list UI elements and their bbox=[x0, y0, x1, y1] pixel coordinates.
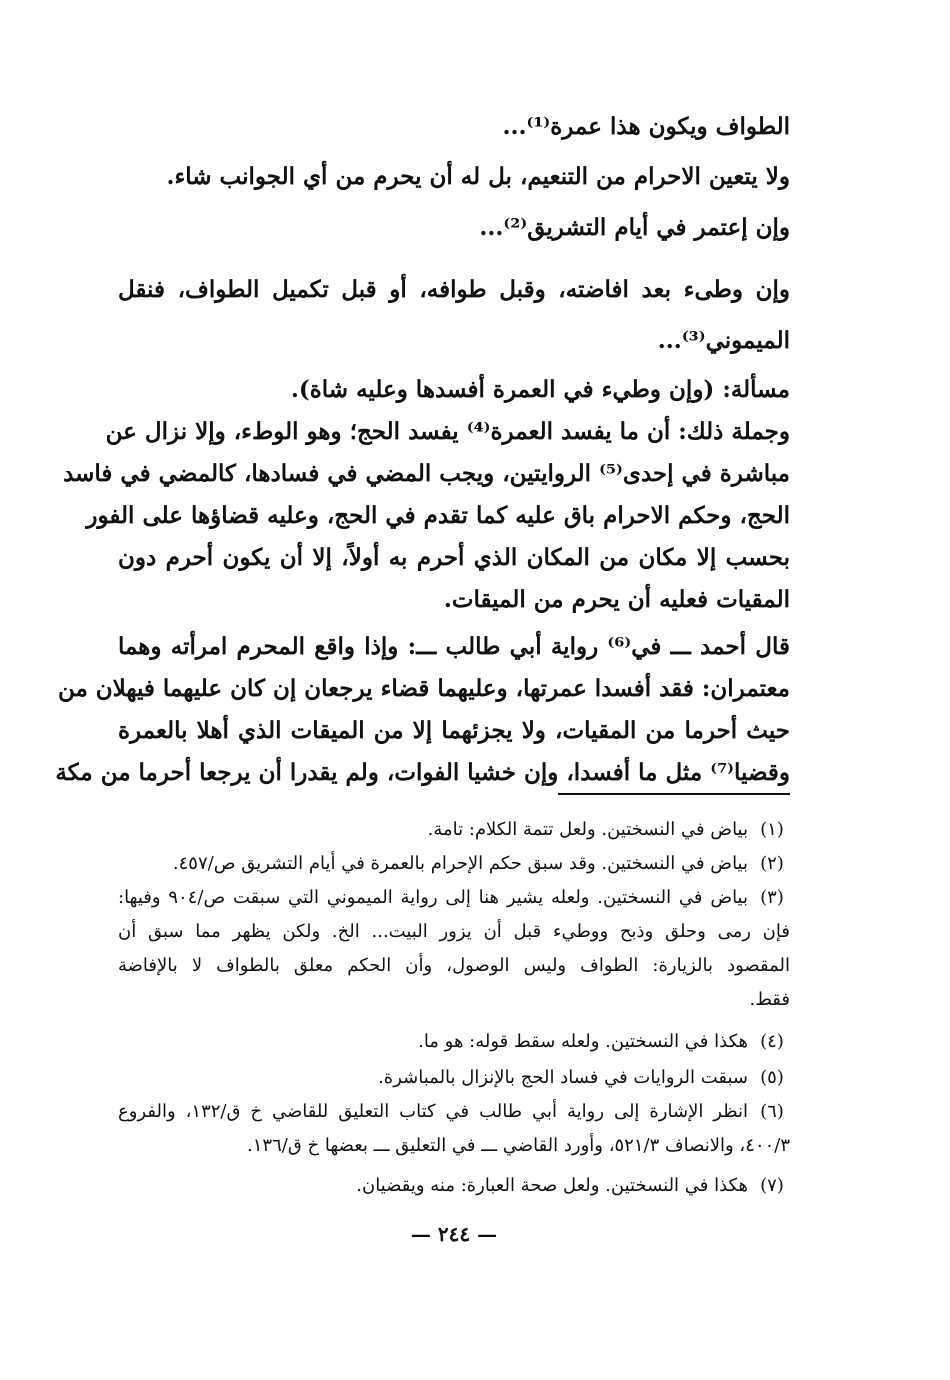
footnote-number: (٦) bbox=[760, 1101, 784, 1122]
footnote-number: (٢) bbox=[760, 853, 784, 874]
footnote-text: ٤٠٠/٣، والانصاف ٥٢١/٣، وأورد القاضي ـــ في التعليق ـــ بعضها خ ق/١٣٦. bbox=[247, 1135, 790, 1156]
footnote-text: سبقت الروايات في فساد الحج بالإنزال بالمباشرة. bbox=[378, 1067, 748, 1088]
footnote-text: بياض في النسختين. ولعله يشير هنا إلى رواية الميموني التي سبقت ص/٩٠٤ وفيها: bbox=[118, 887, 749, 908]
footnote-text: بياض في النسختين. ولعل تتمة الكلام: تامة. bbox=[427, 819, 748, 840]
footnote-text: المقصود بالزيارة: الطواف وليس الوصول، وأن الحكم معلق بالطواف لا بالإفاضة bbox=[118, 955, 790, 976]
text-line: الحج، وحكم الاحرام باق عليه كما تقدم في الحج، وعليه قضاؤها على الفور bbox=[86, 502, 790, 529]
issue-heading: مسألة: (وإن وطيء في العمرة أفسدها وعليه شاة). bbox=[290, 376, 790, 403]
footnote-number: (٧) bbox=[760, 1175, 784, 1196]
text-line: معتمران: فقد أفسدا عمرتها، وعليهما قضاء يرجعان إن كان عليهما فيهلان من bbox=[57, 675, 790, 702]
footnote-text: بياض في النسختين. وقد سبق حكم الإحرام بالعمرة في أيام التشريق ص/٤٥٧. bbox=[172, 853, 748, 874]
text-line: قال أحمد ـــ في⁽⁶⁾ رواية أبي طالب ـــ: وإذا واقع المحرم امرأته وهما bbox=[118, 633, 790, 660]
text-line: وإن وطىء بعد افاضته، وقبل طوافه، أو قبل تكميل الطواف، فنقل bbox=[118, 276, 790, 303]
footnote-2 bbox=[118, 850, 790, 878]
footnote-4 bbox=[118, 1028, 790, 1056]
footnote-number: (٣) bbox=[760, 887, 784, 908]
footnote-7 bbox=[118, 1172, 790, 1200]
footnote-text: فقط. bbox=[749, 989, 790, 1010]
text-line: المقيات فعليه أن يحرم من الميقات. bbox=[443, 586, 790, 613]
text-line: الميموني⁽³⁾... bbox=[657, 327, 790, 354]
text-line: حيث أحرما من المقيات، ولا يجزئهما إلا من الميقات الذي أهلا بالعمرة bbox=[118, 717, 790, 744]
footnote-number: (٤) bbox=[760, 1031, 784, 1052]
text-line: وقضيا⁽⁷⁾ مثل ما أفسدا، وإن خشيا الفوات، ولم يقدرا أن يرجعا أحرما من مكة bbox=[55, 759, 790, 786]
text-line: بحسب إلا مكان من المكان الذي أحرم به أولاً، إلا أن يكون أحرم دون bbox=[118, 544, 790, 571]
text-line: وإن إعتمر في أيام التشريق⁽²⁾... bbox=[479, 214, 790, 241]
text-line: مباشرة في إحدى⁽⁵⁾ الروايتين، ويجب المضي في فسادها، كالمضي في فاسد bbox=[63, 460, 790, 487]
footnote-number: (٥) bbox=[760, 1067, 784, 1088]
footnote-1 bbox=[118, 816, 790, 844]
footnote-text: هكذا في النسختين. ولعل صحة العبارة: منه ويقضيان. bbox=[356, 1175, 748, 1196]
footnote-text: هكذا في النسختين. ولعله سقط قوله: هو ما. bbox=[418, 1031, 748, 1052]
footnote-5 bbox=[118, 1064, 790, 1092]
footnote-separator bbox=[558, 793, 790, 795]
text-line: الطواف ويكون هذا عمرة⁽¹⁾... bbox=[502, 113, 790, 140]
text-line: ولا يتعين الاحرام من التنعيم، بل له أن يحرم من أي الجوانب شاء. bbox=[166, 163, 790, 190]
footnote-text: فإن رمى وحلق وذبح ووطيء قبل أن يزور البيت... الخ. ولكن يظهر مما سبق أن bbox=[118, 921, 790, 942]
footnote-number: (١) bbox=[760, 819, 784, 840]
page-number: — ٢٤٤ — bbox=[410, 1222, 498, 1246]
text-line: وجملة ذلك: أن ما يفسد العمرة⁽⁴⁾ يفسد الحج؛ وهو الوطء، وإلا نزال عن bbox=[105, 418, 790, 445]
footnote-text: انظر الإشارة إلى رواية أبي طالب في كتاب التعليق للقاضي خ ق/١٣٢، والفروع bbox=[118, 1101, 748, 1122]
